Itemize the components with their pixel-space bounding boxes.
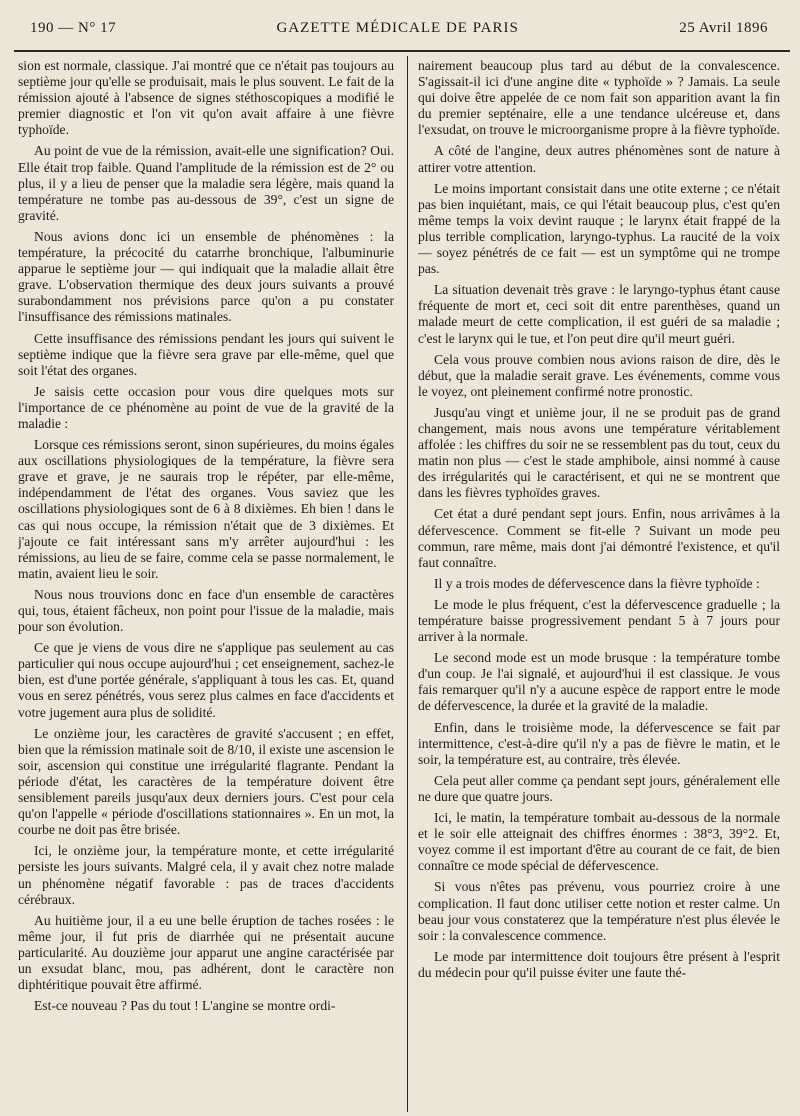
paragraph: Nous avions donc ici un ensemble de phénomènes : la température, la précocité du catarrhe bronchique, l'albuminurie apparue le septième jour — qui indiquait que la maladie allait être grave. L'observation thermique des deux jours suivants a prouvé surabondamment nos prévisions parce qu'on a pu constater l'insuffisance des rémissions matinales. [18, 228, 394, 325]
paragraph: Cela vous prouve combien nous avions raison de dire, dès le début, que la maladie serait grave. Les événements, comme vous le voyez, ont pleinement confirmé notre pronostic. [418, 351, 780, 399]
paragraph: Nous nous trouvions donc en face d'un ensemble de caractères qui, tous, étaient fâcheux, non point pour l'issue de la maladie, mais pour son évolution. [18, 586, 394, 635]
paragraph: Au huitième jour, il a eu une belle éruption de taches rosées : le même jour, il fut pris de diarrhée qui ne présentait aucune particularité. Au douzième jour apparut une angine caractérisée par un exsudat blanc, mou, pas adhérent, dont le caractère non diphtéritique pouvait être affirmé. [18, 912, 394, 993]
paragraph: Je saisis cette occasion pour vous dire quelques mots sur l'importance de ce phénomène au point de vue de la gravité de la maladie : [18, 383, 394, 431]
paragraph: A côté de l'angine, deux autres phénomènes sont de nature à attirer votre attention. [418, 143, 780, 175]
paragraph: Le mode par intermittence doit toujours être présent à l'esprit du médecin pour qu'il puisse éviter une faute thé- [418, 948, 780, 980]
paragraph: Le second mode est un mode brusque : la température tombe d'un coup. Je l'ai signalé, et aujourd'hui il est classique. Je vous fais remarquer qu'il n'y a aucune espèce de rapport entre le mode de défervescence, la durée et la gravité de la maladie. [418, 650, 780, 714]
paragraph: Si vous n'êtes pas prévenu, vous pourriez croire à une complication. Il faut donc utiliser cette notion et rester calme. Un beau jour vous constaterez que la température n'est plus élevée le soir : la convalescence commence. [418, 879, 780, 943]
paragraph: Il y a trois modes de défervescence dans la fièvre typhoïde : [434, 575, 760, 591]
right-column [418, 58, 780, 1114]
paragraph: nairement beaucoup plus tard au début de la convalescence. S'agissait-il ici d'une angine dite « typhoïde » ? Jamais. La seule qui doive être appelée de ce nom fait son apparition avant la fin du premier septénaire, elle a une tendance ulcéreuse et, dans l'exsudat, on trouve le microorganisme propre à la fièvre typhoïde. [418, 58, 780, 138]
paragraph: Ce que je viens de vous dire ne s'applique pas seulement au cas particulier qui nous occupe aujourd'hui ; cet enseignement, sachez-le bien, est d'une portée générale, s'appliquant à tous les cas. Et, quand vous en serez pénétrés, vous serez plus calmes en face d'accidents et votre jugement aura plus de solidité. [18, 640, 394, 720]
paragraph: Cela peut aller comme ça pendant sept jours, généralement elle ne dure que quatre jours. [418, 772, 780, 804]
paragraph: Le moins important consistait dans une otite externe ; ce n'était pas bien inquiétant, mais, ce qui l'était beaucoup plus, c'est qu'en même temps la voix devint rauque ; le larynx était frappé de la plus terrible complication, laryngo-typhus. La raucité de la voix — soyez pénétrés de ce fait — est un symptôme qui ne trompe pas. [418, 180, 780, 277]
paragraph: Ici, le matin, la température tombait au-dessous de la normale et le soir elle atteignait des chiffres énormes : 38°3, 39°2. Et, voyez comme il est important d'être au courant de ce fait, de bien connaître ce mode spécial de défervescence. [418, 810, 780, 874]
paragraph: Le onzième jour, les caractères de gravité s'accusent ; en effet, bien que la rémission matinale soit de 8/10, il existe une ascension le soir, ascension qui constitue une irrégularité flagrante. Pendant la période d'état, les caractères de la température doivent être sensiblement pareils jusqu'aux deux derniers jours. C'est pour cela qu'on l'appelle « période d'oscillations stationnaires ». En un mot, la courbe ne doit pas être brisée. [18, 725, 394, 838]
journal-title: GAZETTE MÉDICALE DE PARIS [276, 20, 519, 36]
paragraph: La situation devenait très grave : le laryngo-typhus étant cause fréquente de mort et, ceci soit dit entre parenthèses, quand un malade meurt de cette complication, il est guéri de sa maladie ; c'est le larynx qui le tue, et l'on peut dire qu'il meurt guéri. [418, 282, 780, 346]
paragraph: Jusqu'au vingt et unième jour, il ne se produit pas de grand changement, mais nous avons une température véritablement affolée : les chiffres du soir ne se ressemblent pas du tout, ceux du matin non plus — c'est le stade amphibole, ainsi nommé à cause des irrégularités qui le caractérisent, et qui ne se montrent que dans les fièvres typhoïdes graves. [418, 404, 780, 501]
paragraph: Cette insuffisance des rémissions pendant les jours qui suivent le septième indique que la fièvre sera grave par elle-même, quel que soit l'état des organes. [18, 330, 394, 378]
page-header [30, 20, 768, 48]
paragraph: sion est normale, classique. J'ai montré que ce n'était pas toujours au septième jour qu'elle se produisait, mais le plus souvent. Le fait de la rémission ajouté à l'absence de signes stéthoscopiques a modifié le premier diagnostic et l'on vit qu'on avait affaire à une fièvre typhoïde. [18, 58, 394, 138]
issue-date: 25 Avril 1896 [679, 20, 768, 36]
left-column [18, 58, 394, 1114]
paragraph: Lorsque ces rémissions seront, sinon supérieures, du moins égales aux oscillations physiologiques de la température, la fièvre sera grave et grave, je ne saurais trop le répéter, par elle-même, indépendamment de l'état des organes. Vous saviez que les oscillations physiologiques sont de 6 à 8 dixièmes. Eh bien ! dans le cas qui nous occupe, la rémission n'était que de 3 dixièmes. Et j'ajoute ce fait intéressant sans m'y arrêter aujourd'hui : les rémissions, au lieu de se faire, comme cela se passe normalement, le matin, avaient lieu le soir. [18, 437, 394, 581]
paragraph: Le mode le plus fréquent, c'est la défervescence graduelle ; la température baisse progressivement pendant 5 à 7 jours pour arriver à la normale. [418, 596, 780, 645]
paragraph: Enfin, dans le troisième mode, la défervescence se fait par intermittence, c'est-à-dire qu'il n'y a pas de fièvre le matin, et le soir, la température est, au contraire, très élevée. [418, 719, 780, 767]
header-rule [14, 50, 790, 52]
column-divider [407, 56, 408, 1112]
page-number: 190 — N° 17 [30, 20, 117, 36]
paragraph: Est-ce nouveau ? Pas du tout ! L'angine se montre ordi- [34, 998, 336, 1014]
paragraph: Cet état a duré pendant sept jours. Enfin, nous arrivâmes à la défervescence. Comment se fit-elle ? Suivant un mode peu commun, rare même, mais dont j'ai démontré l'existence, et qu'il faut connaître. [418, 506, 780, 570]
paragraph: Ici, le onzième jour, la température monte, et cette irrégularité persiste les jours suivants. Malgré cela, il y avait chez notre malade un phénomène négatif favorable : pas de traces d'accidents cérébraux. [18, 843, 394, 907]
paragraph: Au point de vue de la rémission, avait-elle une signification? Oui. Elle était trop faible. Quand l'amplitude de la rémission est de 2° ou plus, il y a lieu de penser que la maladie sera légère, mais quand la température ne tombe pas au-dessous de 39°, c'est un signe de gravité. [18, 143, 394, 223]
